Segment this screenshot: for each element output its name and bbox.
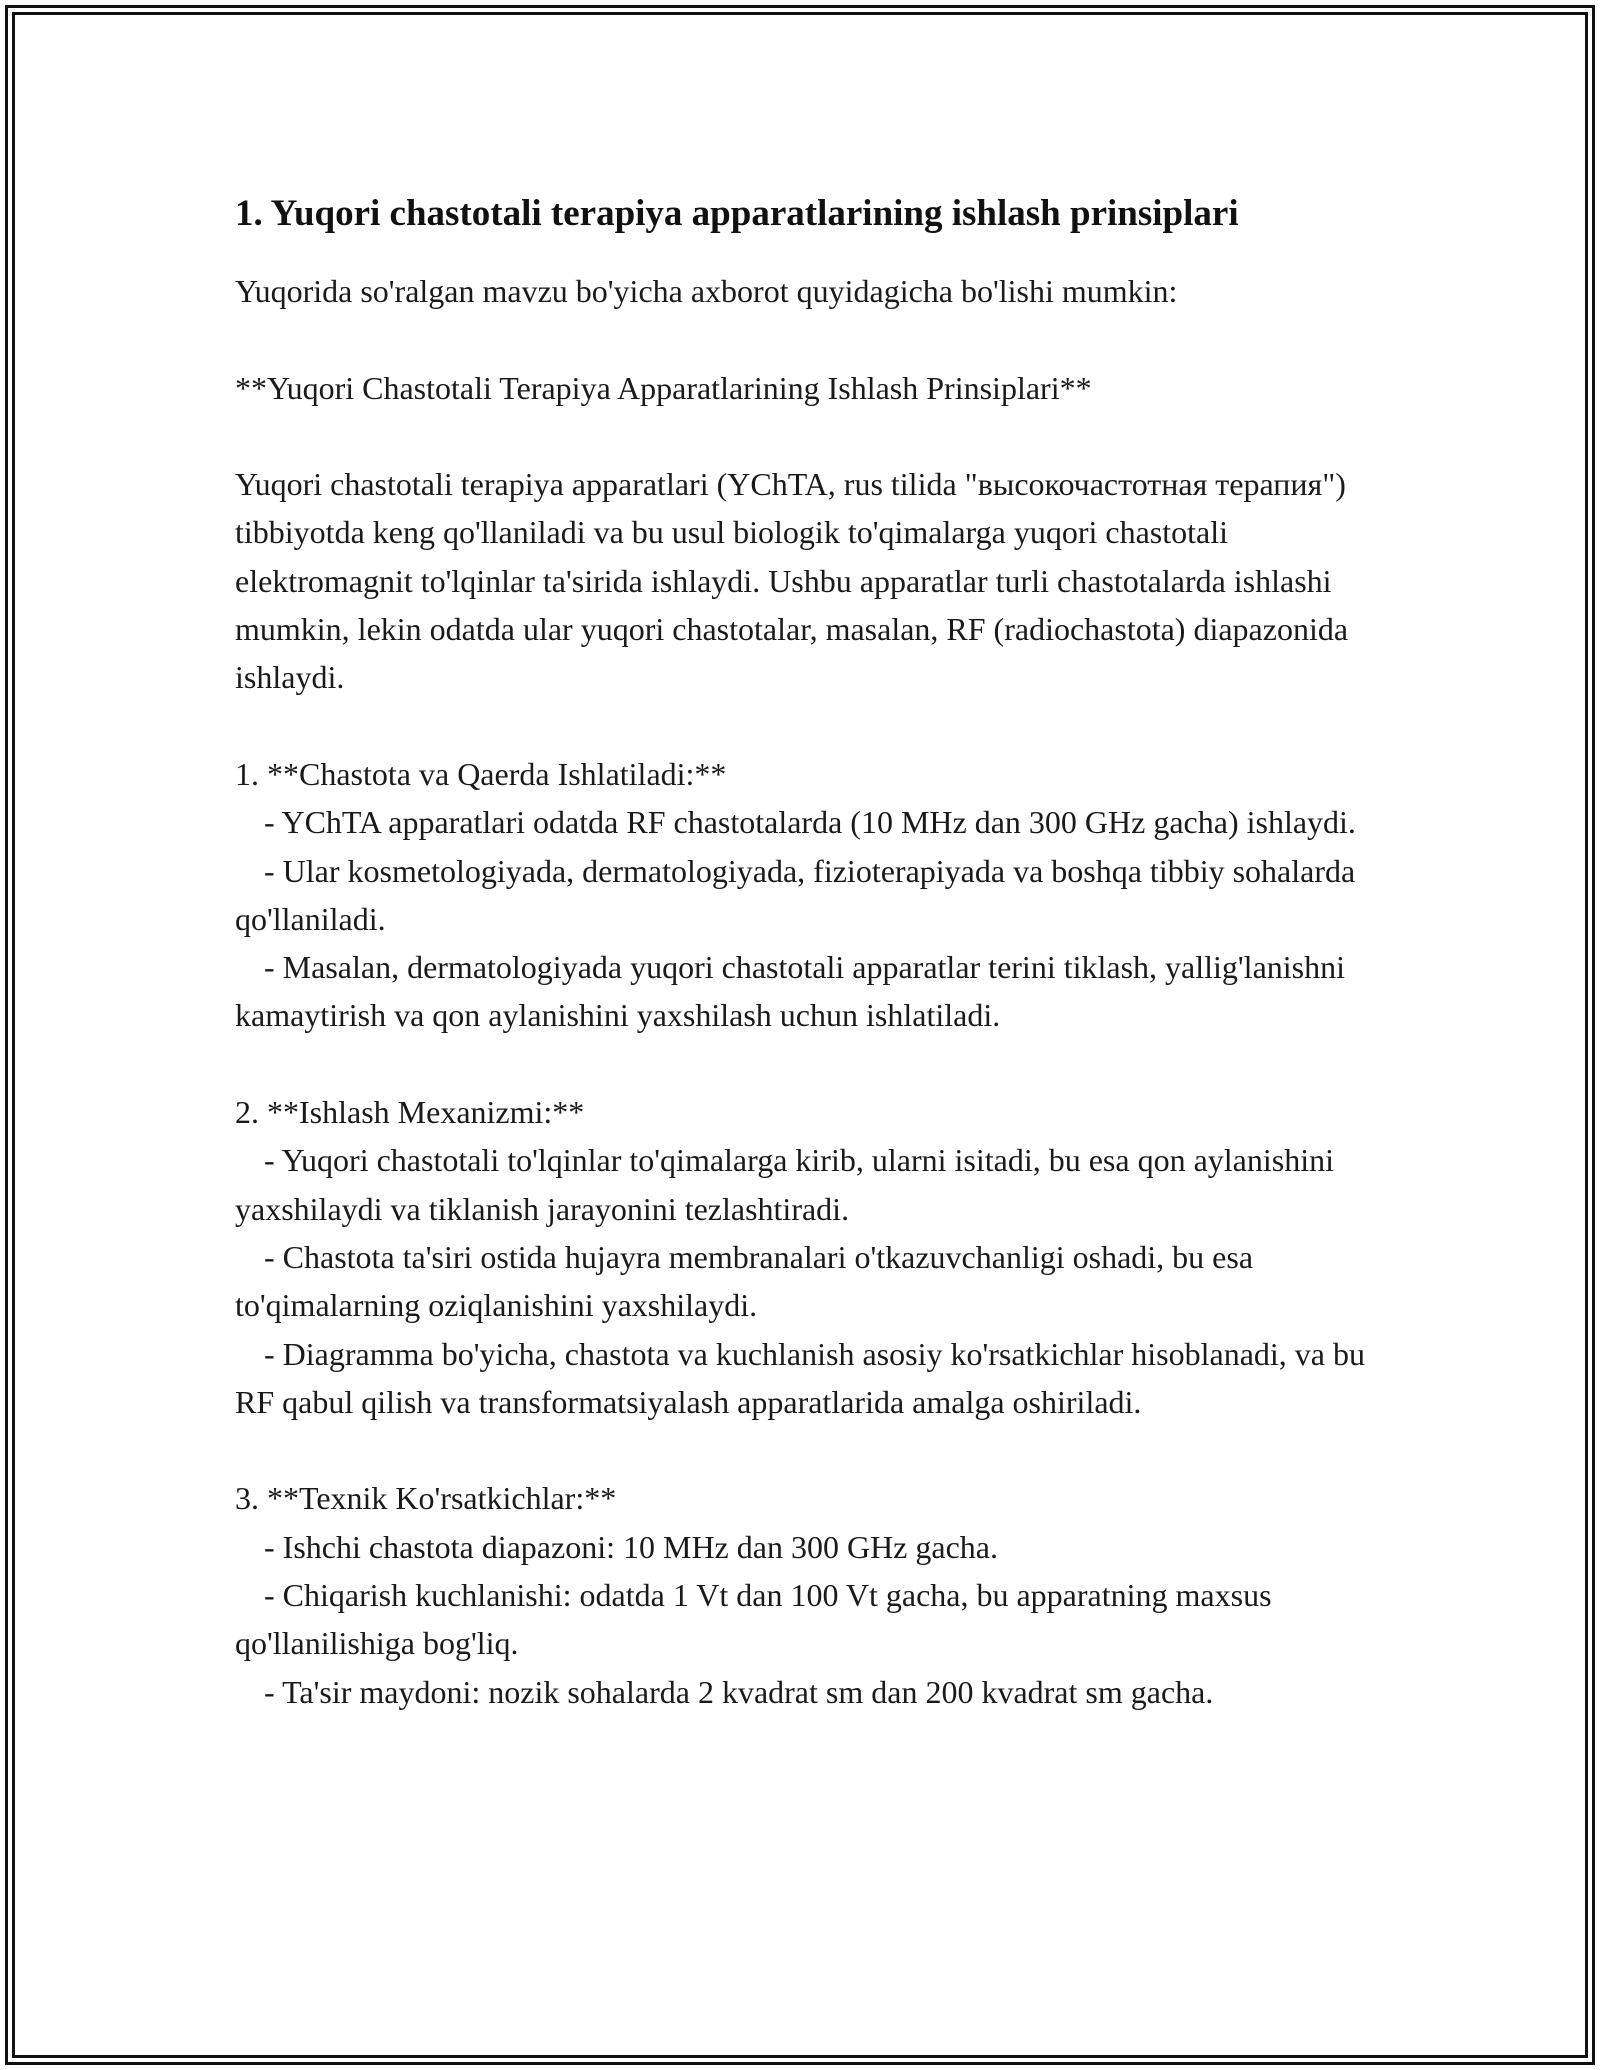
spacer	[235, 1426, 1365, 1474]
list-item: - Ular kosmetologiyada, dermatologiyada, fizioterapiyada va boshqa tibbiy sohalarda qo'llaniladi.	[235, 852, 1364, 937]
list-heading: 1. **Chastota va Qaerda Ishlatiladi:**	[235, 755, 727, 792]
list-heading: 3. **Texnik Ko'rsatkichlar:**	[235, 1480, 617, 1517]
spacer	[235, 315, 1365, 363]
list-item: - Ishchi chastota diapazoni: 10 MHz dan 300 GHz gacha.	[264, 1528, 998, 1565]
list-item: - Chiqarish kuchlanishi: odatda 1 Vt dan 100 Vt gacha, bu apparatning maxsus qo'llanilishiga bog'liq.	[235, 1577, 1280, 1662]
list-heading: 2. **Ishlash Mexanizmi:**	[235, 1094, 585, 1131]
list-section-2	[235, 1088, 1373, 1426]
list-item: - Chastota ta'siri ostida hujayra membranalari o'tkazuvchanligi oshadi, bu esa to'qimalarning oziqlanishini yaxshilaydi.	[235, 1238, 1262, 1324]
document-title: 1. Yuqori chastotali terapiya apparatlarining ishlash prinsiplari	[235, 193, 1239, 234]
spacer	[235, 1040, 1365, 1088]
list-item: - YChTA apparatlari odatda RF chastotalarda (10 MHz dan 300 GHz gacha) ishlaydi.	[264, 804, 1356, 841]
document-body	[235, 186, 1373, 1716]
list-item: - Diagramma bo'yicha, chastota va kuchlanish asosiy ko'rsatkichlar hisoblanadi, va bu RF qabul qilish va transformatsiyalash apparatlarida amalga oshiriladi.	[235, 1335, 1373, 1420]
intro-paragraph: Yuqorida so'ralgan mavzu bo'yicha axborot quyidagicha bo'lishi mumkin:	[235, 273, 1178, 309]
list-item: - Ta'sir maydoni: nozik sohalarda 2 kvadrat sm dan 200 kvadrat sm gacha.	[264, 1673, 1214, 1710]
list-item: - Masalan, dermatologiyada yuqori chastotali apparatlar terini tiklash, yallig'lanishni kamaytirish va qon aylanishini yaxshilash uchun ishlatiladi.	[235, 949, 1353, 1034]
section-heading: **Yuqori Chastotali Terapiya Apparatlarining Ishlash Prinsiplari**	[235, 369, 1092, 406]
spacer	[235, 702, 1365, 750]
spacer	[235, 412, 1365, 460]
overview-paragraph: Yuqori chastotali terapiya apparatlari (YChTA, rus tilida "высокочастотная терапия") tibbiyotda keng qo'llaniladi va bu usul biologik to'qimalarga yuqori chastotali elektromagnit to'lqinlar ta'sirida ishlaydi. Ushbu apparatlar turli chastotalarda ishlashi mumkin, lekin odatda ular yuqori chastotalar, masalan, RF (radiochastota) diapazonida ishlaydi.	[235, 466, 1357, 696]
list-item: - Yuqori chastotali to'lqinlar to'qimalarga kirib, ularni isitadi, bu esa qon aylanishini yaxshilaydi va tiklanish jarayonini tezlashtiradi.	[235, 1142, 1342, 1227]
list-section-3	[235, 1474, 1365, 1715]
list-section-1	[235, 750, 1365, 1040]
